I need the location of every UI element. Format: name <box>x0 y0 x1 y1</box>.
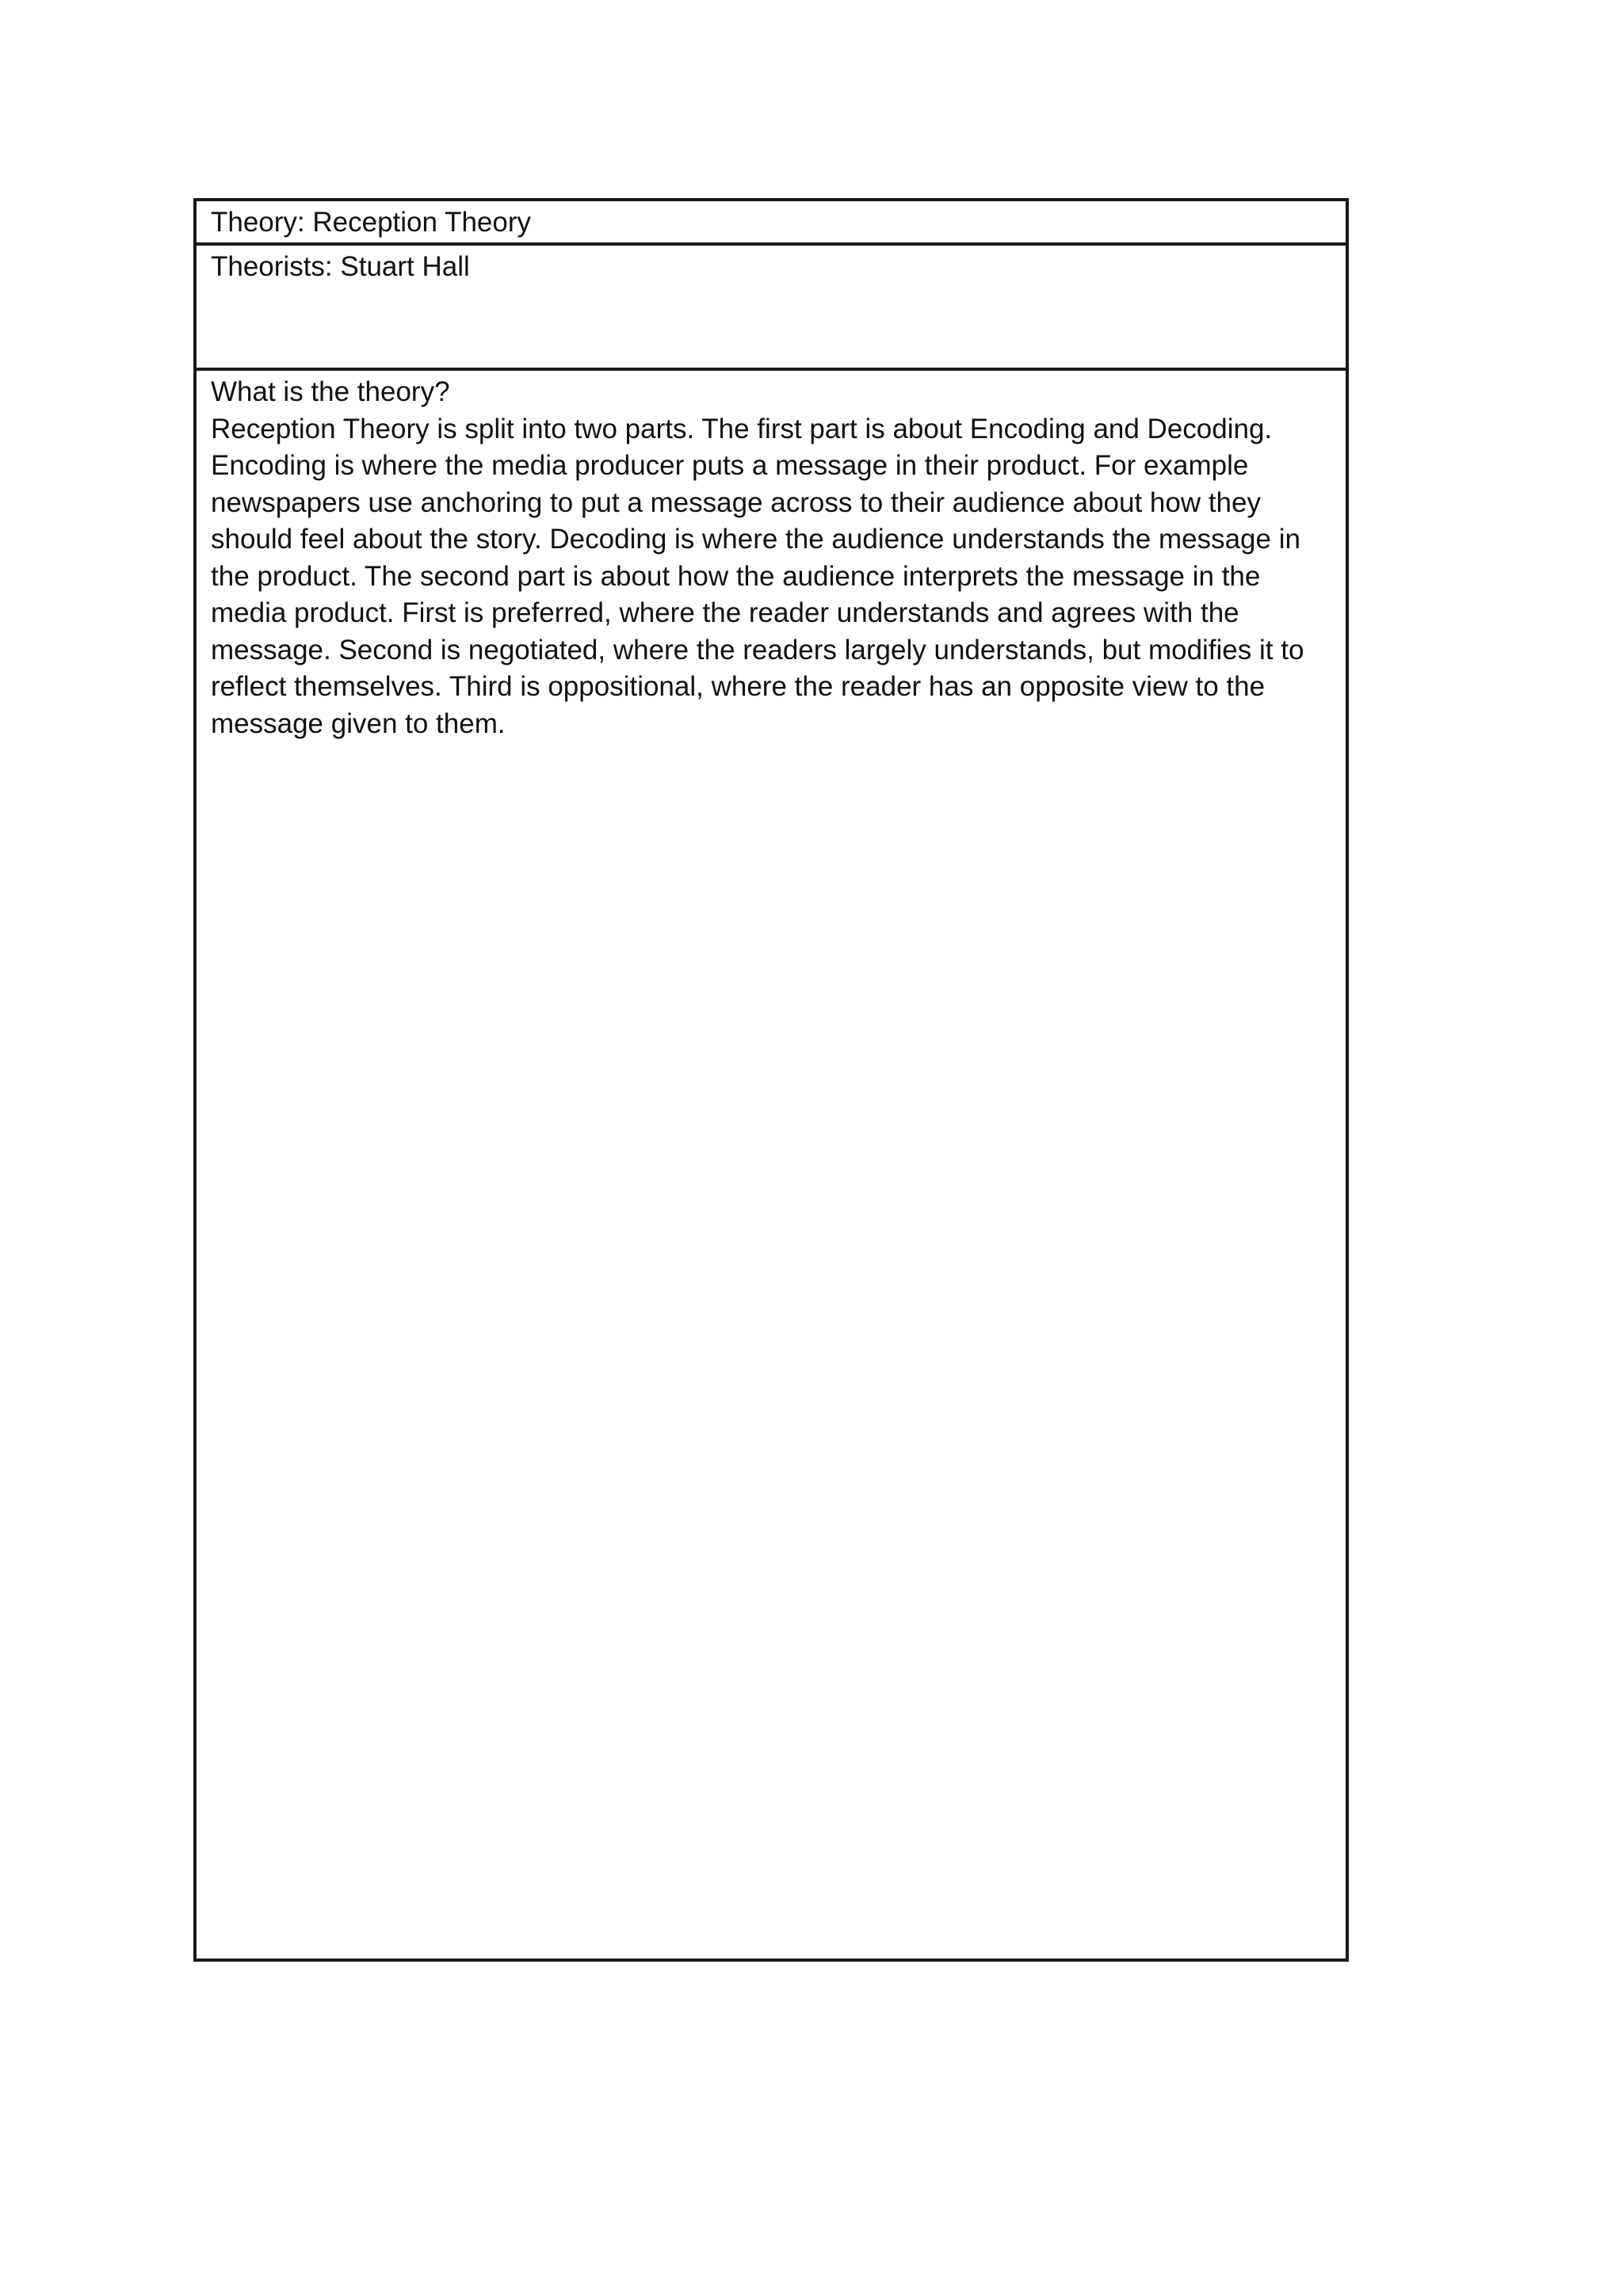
theory-question: What is the theory? <box>211 376 450 407</box>
theory-description: Reception Theory is split into two parts. The first part is about Encoding and Decoding. Encoding is where the media producer puts a message in their product. For example newspapers use anchoring to put a message across to their audience about how they should feel about the story. Decoding is where the audience understands the message in the product. The second part is about how the audience interprets the message in the media product. First is preferred, where the reader understands and agrees with the message. Second is negotiated, where the readers largely understands, but modifies it to reflect themselves. Third is oppositional, where the reader has an opposite view to the message given to them. <box>211 413 1304 739</box>
theorists-row <box>197 246 1346 371</box>
theory-label: Theory: Reception Theory <box>211 207 532 238</box>
theory-row <box>197 201 1346 246</box>
description-row <box>197 371 1346 1958</box>
theorists-label: Theorists: Stuart Hall <box>211 251 470 282</box>
theory-table <box>193 198 1349 1962</box>
